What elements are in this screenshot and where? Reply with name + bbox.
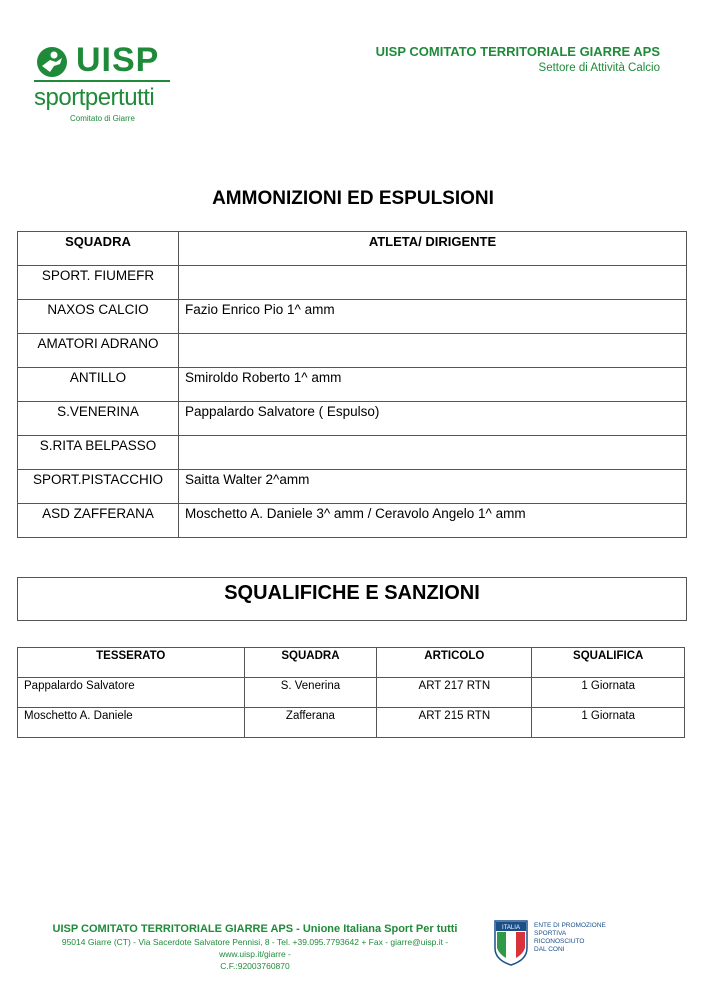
cell-squadra: SPORT. FIUMEFR [18, 266, 179, 300]
uisp-logo [34, 42, 174, 124]
ammonizioni-title: AMMONIZIONI ED ESPULSIONI [212, 188, 494, 209]
coni-badge [494, 920, 614, 968]
cell-atleta: Pappalardo Salvatore ( Espulso) [179, 402, 687, 436]
table-row [18, 708, 685, 738]
cell-squadra: SPORT.PISTACCHIO [18, 470, 179, 504]
table-row [18, 402, 687, 436]
table-row [18, 266, 687, 300]
cell-atleta [179, 334, 687, 368]
org-section: Settore di Attività Calcio [538, 62, 660, 74]
ammonizioni-table [17, 231, 687, 538]
cell-atleta: Saitta Walter 2^amm [179, 470, 687, 504]
table-row [18, 436, 687, 470]
footer-cf: C.F.:92003760870 [220, 961, 290, 971]
table-row [18, 300, 687, 334]
column-header-squadra: SQUADRA [244, 648, 377, 678]
table-header-row [18, 648, 685, 678]
cell-squalifica: 1 Giornata [532, 708, 685, 738]
cell-squalifica: 1 Giornata [532, 678, 685, 708]
coni-text-line: SPORTIVA [534, 930, 567, 937]
coni-shield-icon [494, 920, 528, 966]
table-row [18, 368, 687, 402]
squalifiche-title: SQUALIFICHE E SANZIONI [224, 582, 480, 604]
cell-tesserato: Moschetto A. Daniele [18, 708, 245, 738]
cell-squadra: AMATORI ADRANO [18, 334, 179, 368]
column-header-tesserato: TESSERATO [18, 648, 245, 678]
table-row [18, 470, 687, 504]
table-row [18, 678, 685, 708]
coni-text-line: ENTE DI PROMOZIONE [534, 922, 606, 929]
cell-squadra: S. Venerina [244, 678, 377, 708]
cell-squadra: NAXOS CALCIO [18, 300, 179, 334]
cell-squadra: S.RITA BELPASSO [18, 436, 179, 470]
org-header [376, 44, 660, 76]
table-row [18, 504, 687, 538]
org-name: UISP COMITATO TERRITORIALE GIARRE APS [375, 44, 660, 59]
cell-articolo: ART 215 RTN [377, 708, 532, 738]
logo-slogan: sportpertutti [34, 84, 155, 111]
column-header-squalifica: SQUALIFICA [532, 648, 685, 678]
footer-address: 95014 Giarre (CT) - Via Sacerdote Salvatore Pennisi, 8 - Tel. +39.095.7793642 + Fax - giarre@uisp.it - www.uisp.it/giarre - [61, 937, 449, 959]
column-header-atleta: ATLETA/ DIRIGENTE [179, 232, 687, 266]
squalifiche-title-box [17, 577, 687, 621]
coni-text-line: RICONOSCIUTO [534, 938, 585, 945]
cell-articolo: ART 217 RTN [377, 678, 532, 708]
cell-squadra: Zafferana [244, 708, 377, 738]
coni-text-line: DAL CONI [534, 946, 565, 953]
squalifiche-table [17, 647, 685, 738]
table-row [18, 334, 687, 368]
table-header-row [18, 232, 687, 266]
footer [30, 922, 480, 972]
footer-org: UISP COMITATO TERRITORIALE GIARRE APS - Unione Italiana Sport Per tutti [52, 923, 458, 935]
cell-squadra: S.VENERINA [18, 402, 179, 436]
cell-atleta: Moschetto A. Daniele 3^ amm / Ceravolo Angelo 1^ amm [179, 504, 687, 538]
coni-italia-label: ITALIA [502, 925, 520, 931]
cell-squadra: ANTILLO [18, 368, 179, 402]
cell-squadra: ASD ZAFFERANA [18, 504, 179, 538]
uisp-runner-icon [34, 46, 70, 78]
column-header-squadra: SQUADRA [18, 232, 179, 266]
logo-comitato: Comitato di Giarre [70, 114, 135, 123]
cell-atleta: Fazio Enrico Pio 1^ amm [179, 300, 687, 334]
coni-text [534, 922, 606, 954]
column-header-articolo: ARTICOLO [377, 648, 532, 678]
logo-wordmark: UISP [76, 41, 160, 79]
cell-atleta [179, 266, 687, 300]
cell-atleta [179, 436, 687, 470]
cell-atleta: Smiroldo Roberto 1^ amm [179, 368, 687, 402]
logo-rule [34, 80, 170, 82]
cell-tesserato: Pappalardo Salvatore [18, 678, 245, 708]
